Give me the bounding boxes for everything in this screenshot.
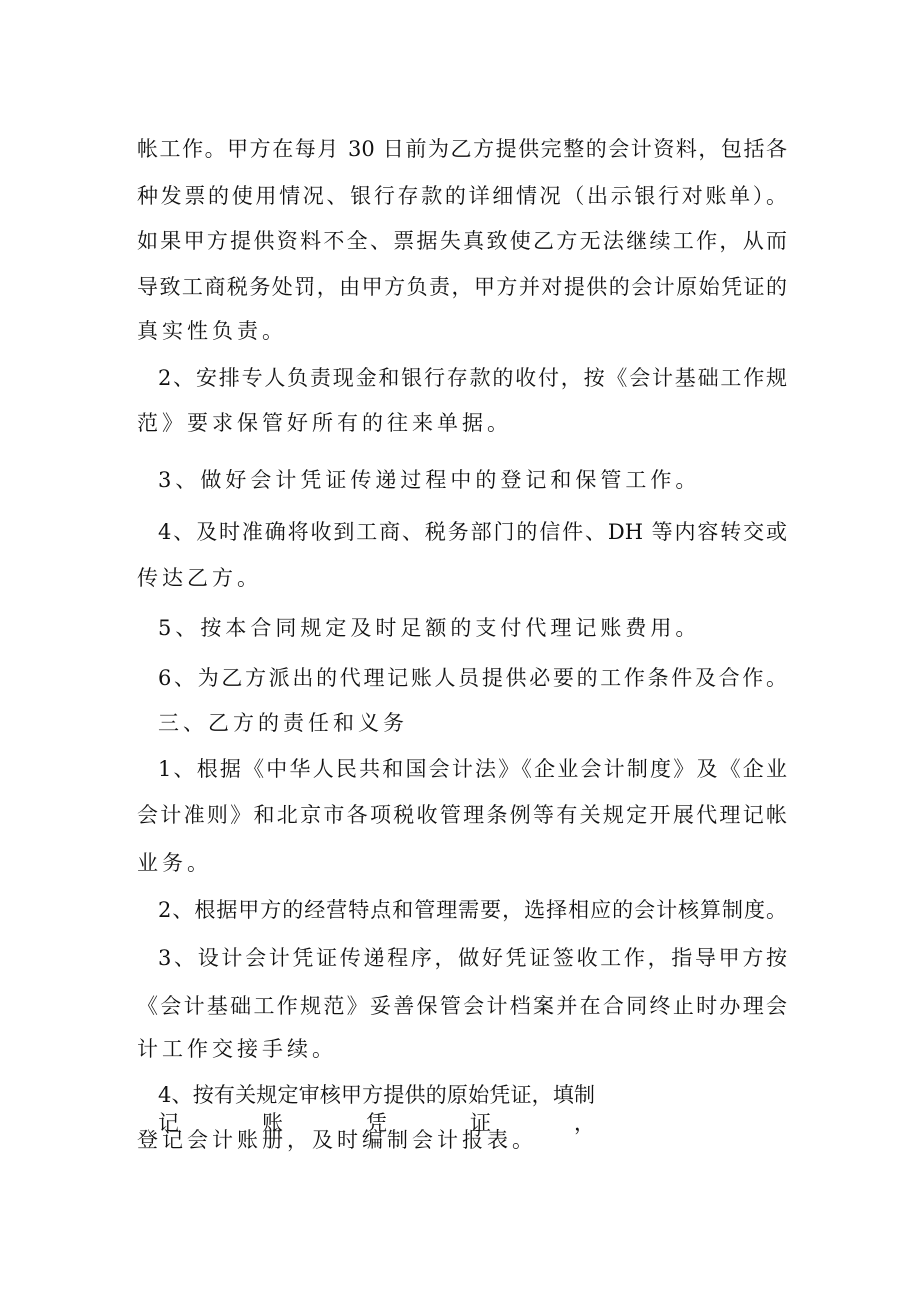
text-line: 传达乙方。	[137, 566, 262, 590]
list-item: 3、做好会计凭证传递过程中的登记和保管工作。	[158, 468, 701, 492]
text-line: 业务。	[137, 851, 212, 875]
list-item: 2、根据甲方的经营特点和管理需要，选择相应的会计核算制度。	[158, 898, 787, 922]
text-line: 计工作交接手续。	[137, 1037, 337, 1061]
text-line: 真实性负责。	[137, 319, 287, 343]
list-item: 1、根据《中华人民共和国会计法》《企业会计制度》及《企业	[158, 757, 787, 781]
text-line: 种发票的使用情况、银行存款的详细情况（出示银行对账单）。	[137, 184, 787, 208]
list-item: 2、安排专人负责现金和银行存款的收付，按《会计基础工作规	[158, 366, 787, 390]
text-line: 范》要求保管好所有的往来单据。	[137, 411, 512, 435]
list-item: 4、按有关规定审核甲方提供的原始凭证，填制记账凭证，	[158, 1083, 595, 1135]
text-line: 《会计基础工作规范》妥善保管会计档案并在合同终止时办理会	[137, 994, 787, 1018]
text-line: 帐工作。甲方在每月 30 日前为乙方提供完整的会计资料，包括各	[137, 137, 787, 161]
text-line: 如果甲方提供资料不全、票据失真致使乙方无法继续工作，从而	[137, 229, 787, 253]
text-line: 登记会计账册，及时编制会计报表。	[137, 1128, 537, 1152]
list-item: 5、按本合同规定及时足额的支付代理记账费用。	[158, 616, 701, 640]
section-heading: 三、乙方的责任和义务	[158, 711, 408, 735]
text-line: 导致工商税务处罚，由甲方负责，甲方并对提供的会计原始凭证的	[137, 275, 787, 299]
list-item: 3、设计会计凭证传递程序，做好凭证签收工作，指导甲方按	[158, 946, 787, 970]
list-item: 6、为乙方派出的代理记账人员提供必要的工作条件及合作。	[158, 666, 787, 690]
text-line: 会计准则》和北京市各项税收管理条例等有关规定开展代理记帐	[137, 803, 787, 827]
list-item: 4、及时准确将收到工商、税务部门的信件、DH 等内容转交或	[158, 520, 787, 544]
